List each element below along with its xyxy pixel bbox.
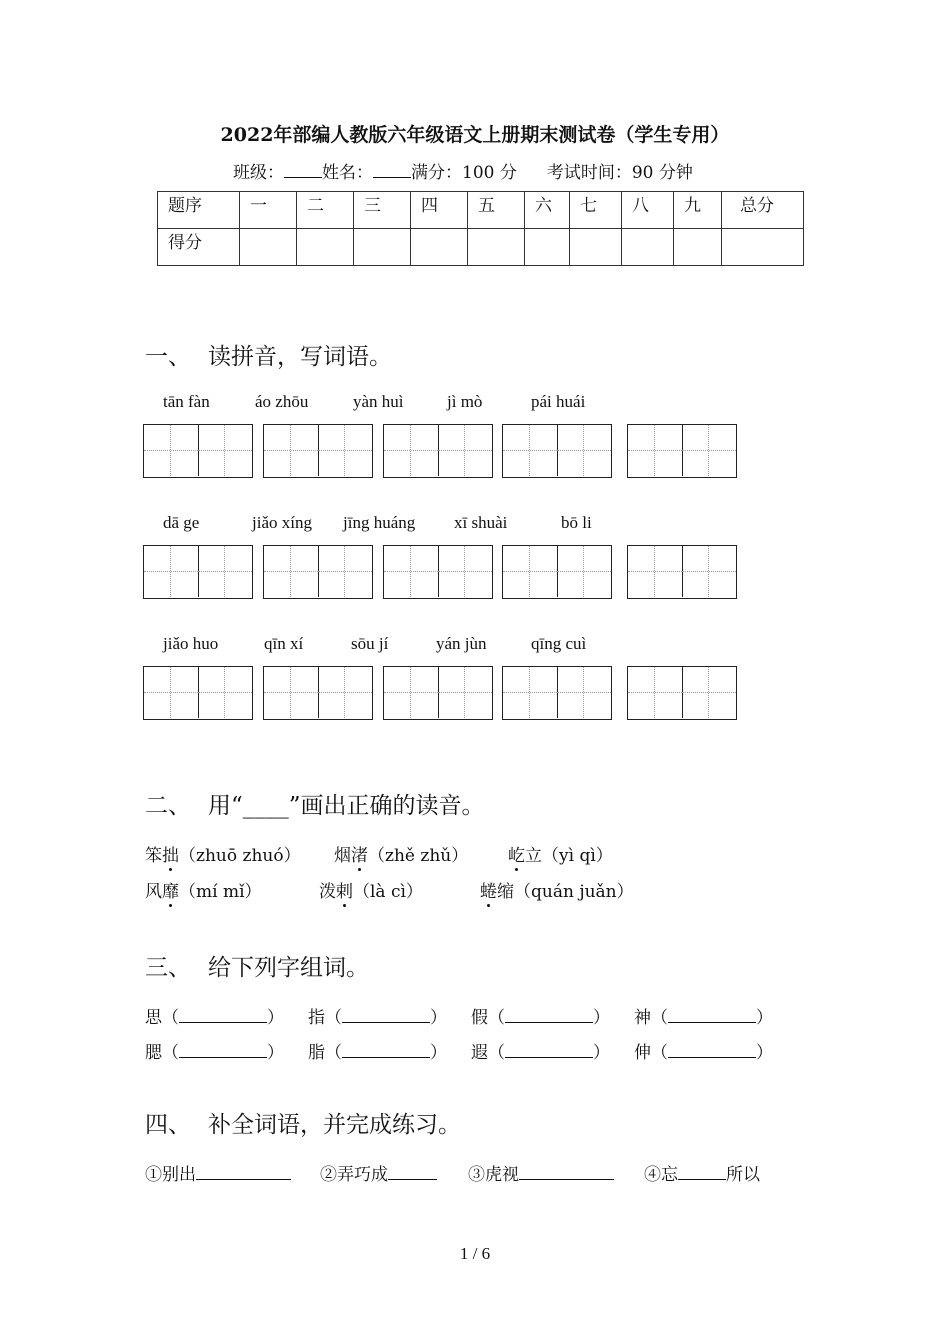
pinyin-label: áo zhōu — [255, 392, 309, 411]
char: 风 — [145, 882, 162, 902]
idiom-item[interactable] — [468, 1160, 614, 1185]
table-cell: 五 — [468, 192, 525, 229]
pinyin-options: （mí mǐ） — [179, 882, 262, 902]
writing-grid[interactable] — [263, 666, 373, 720]
char: 指 — [308, 1008, 325, 1028]
char: 泼 — [319, 882, 336, 902]
reading-item[interactable] — [319, 877, 423, 902]
class-blank[interactable] — [284, 163, 322, 178]
pinyin-label: bō li — [561, 513, 592, 532]
pinyin-label: yàn huì — [353, 392, 404, 411]
pinyin-label: qīng cuì — [531, 634, 587, 653]
word-item[interactable]: 伸（ ） — [634, 1043, 773, 1063]
table-cell: 九 — [674, 192, 722, 229]
section-number: 一、 — [145, 344, 191, 370]
table-cell: 七 — [570, 192, 622, 229]
word-item[interactable]: 神（ ） — [634, 1008, 773, 1028]
writing-grid[interactable] — [143, 666, 253, 720]
word-item[interactable]: 遐（ ） — [471, 1043, 610, 1063]
answer-blank[interactable] — [342, 1008, 430, 1023]
section-1-heading — [145, 338, 392, 371]
answer-blank[interactable] — [179, 1008, 267, 1023]
idiom-item[interactable] — [320, 1160, 437, 1185]
word-item[interactable]: 腮（ ） — [145, 1043, 284, 1063]
reading-item[interactable] — [480, 877, 634, 902]
table-cell: 题序 — [158, 192, 240, 229]
section-2-heading — [145, 787, 485, 820]
exam-time: 考试时间：90 分钟 — [546, 163, 693, 183]
score-table — [157, 191, 804, 266]
exam-title: 2022年部编人教版六年级语文上册期末测试卷（学生专用） — [220, 124, 730, 146]
answer-blank[interactable] — [505, 1043, 593, 1058]
answer-blank[interactable] — [678, 1165, 726, 1180]
idiom-prefix: ③虎视 — [468, 1165, 519, 1185]
pinyin-label: jiǎo huo — [163, 634, 219, 653]
table-cell: 得分 — [158, 229, 240, 266]
table-cell: 二 — [297, 192, 354, 229]
name-blank[interactable] — [373, 163, 411, 178]
section-number: 三、 — [145, 955, 191, 981]
char: 神 — [634, 1008, 651, 1028]
word-item[interactable]: 思（ ） — [145, 1008, 284, 1028]
table-cell: 一 — [240, 192, 297, 229]
char: 立 — [525, 846, 542, 866]
writing-grid[interactable] — [263, 545, 373, 599]
pinyin-label: tān fàn — [163, 392, 210, 411]
table-cell: 三 — [354, 192, 411, 229]
score-table-score-row — [158, 229, 804, 266]
answer-blank[interactable] — [505, 1008, 593, 1023]
pinyin-options: （zhě zhǔ） — [368, 846, 469, 866]
pinyin-options: （quán juǎn） — [514, 882, 634, 902]
idiom-prefix: ②弄巧成 — [320, 1165, 388, 1185]
idiom-suffix: 所以 — [726, 1165, 760, 1185]
answer-blank[interactable] — [668, 1008, 756, 1023]
word-item[interactable]: 假（ ） — [471, 1008, 610, 1028]
reading-item[interactable] — [508, 841, 613, 866]
char: 脂 — [308, 1043, 325, 1063]
idiom-prefix: ④忘 — [644, 1165, 678, 1185]
table-cell: 八 — [622, 192, 674, 229]
dotted-char: 蜷 — [480, 877, 497, 902]
score-cell[interactable] — [674, 229, 722, 266]
pinyin-options: （yì qì） — [542, 846, 613, 866]
pinyin-label: jì mò — [447, 392, 483, 411]
dotted-char: 拙 — [162, 841, 179, 866]
section-3-heading — [145, 949, 369, 982]
score-cell[interactable] — [354, 229, 411, 266]
writing-grid[interactable] — [627, 424, 737, 478]
table-cell: 六 — [525, 192, 570, 229]
pinyin-label: xī shuài — [454, 513, 508, 532]
char: 笨 — [145, 846, 162, 866]
answer-blank[interactable] — [179, 1043, 267, 1058]
char: 缩 — [497, 882, 514, 902]
writing-grid[interactable] — [627, 666, 737, 720]
table-cell: 四 — [411, 192, 468, 229]
answer-blank[interactable] — [388, 1165, 437, 1180]
page-number: 1 / 6 — [459, 1244, 491, 1263]
full-score: 满分：100 分 — [411, 163, 517, 183]
char: 烟 — [334, 846, 351, 866]
score-cell[interactable] — [525, 229, 570, 266]
idiom-item[interactable] — [644, 1160, 760, 1185]
pinyin-label: qīn xí — [264, 634, 304, 653]
writing-grid[interactable] — [263, 424, 373, 478]
score-cell[interactable] — [570, 229, 622, 266]
word-item[interactable]: 脂（ ） — [308, 1043, 447, 1063]
reading-item[interactable] — [145, 877, 262, 902]
section-4-heading — [145, 1106, 461, 1139]
reading-item[interactable] — [334, 841, 468, 866]
score-table-header-row — [158, 192, 804, 229]
table-cell: 总分 — [722, 192, 804, 229]
writing-grid[interactable] — [502, 424, 612, 478]
answer-blank[interactable] — [342, 1043, 430, 1058]
score-cell[interactable] — [722, 229, 804, 266]
reading-item[interactable] — [145, 841, 301, 866]
char: 遐 — [471, 1043, 488, 1063]
pinyin-options: （zhuō zhuó） — [179, 846, 301, 866]
word-item[interactable]: 指（ ） — [308, 1008, 447, 1028]
char: 腮 — [145, 1043, 162, 1063]
name-label: 姓名： — [322, 163, 373, 183]
char: 假 — [471, 1008, 488, 1028]
writing-grid[interactable] — [383, 666, 493, 720]
pinyin-label: dā ge — [163, 513, 200, 532]
dotted-char: 靡 — [162, 877, 179, 902]
score-cell[interactable] — [411, 229, 468, 266]
pinyin-label: jīng huáng — [343, 513, 416, 532]
section-title: 补全词语，并完成练习。 — [208, 1112, 461, 1138]
pinyin-label: jiǎo xíng — [252, 513, 312, 532]
char: 思 — [145, 1008, 162, 1028]
idiom-item[interactable] — [145, 1160, 291, 1185]
score-cell[interactable] — [468, 229, 525, 266]
section-title: 给下列字组词。 — [208, 955, 369, 981]
pinyin-label: sōu jí — [351, 634, 389, 653]
section-title: 读拼音，写词语。 — [208, 344, 392, 370]
writing-grid[interactable] — [627, 545, 737, 599]
answer-blank[interactable] — [519, 1165, 614, 1180]
score-cell[interactable] — [297, 229, 354, 266]
writing-grid[interactable] — [502, 666, 612, 720]
writing-grid[interactable] — [143, 424, 253, 478]
answer-blank[interactable] — [196, 1165, 291, 1180]
pinyin-label: yán jùn — [436, 634, 487, 653]
idiom-prefix: ①别出 — [145, 1165, 196, 1185]
dotted-char: 剌 — [336, 877, 353, 902]
class-label: 班级： — [233, 163, 284, 183]
exam-info — [233, 158, 693, 183]
pinyin-label: pái huái — [531, 392, 586, 411]
writing-grid[interactable] — [383, 545, 493, 599]
dotted-char: 屹 — [508, 841, 525, 866]
char: 伸 — [634, 1043, 651, 1063]
section-number: 二、 — [145, 793, 191, 819]
dotted-char: 渚 — [351, 841, 368, 866]
answer-blank[interactable] — [668, 1043, 756, 1058]
writing-grid[interactable] — [502, 545, 612, 599]
writing-grid[interactable] — [383, 424, 493, 478]
score-cell[interactable] — [622, 229, 674, 266]
pinyin-options: （là cì） — [353, 882, 423, 902]
writing-grid[interactable] — [143, 545, 253, 599]
section-number: 四、 — [145, 1112, 191, 1138]
section-title: 用“____”画出正确的读音。 — [208, 793, 485, 819]
score-cell[interactable] — [240, 229, 297, 266]
